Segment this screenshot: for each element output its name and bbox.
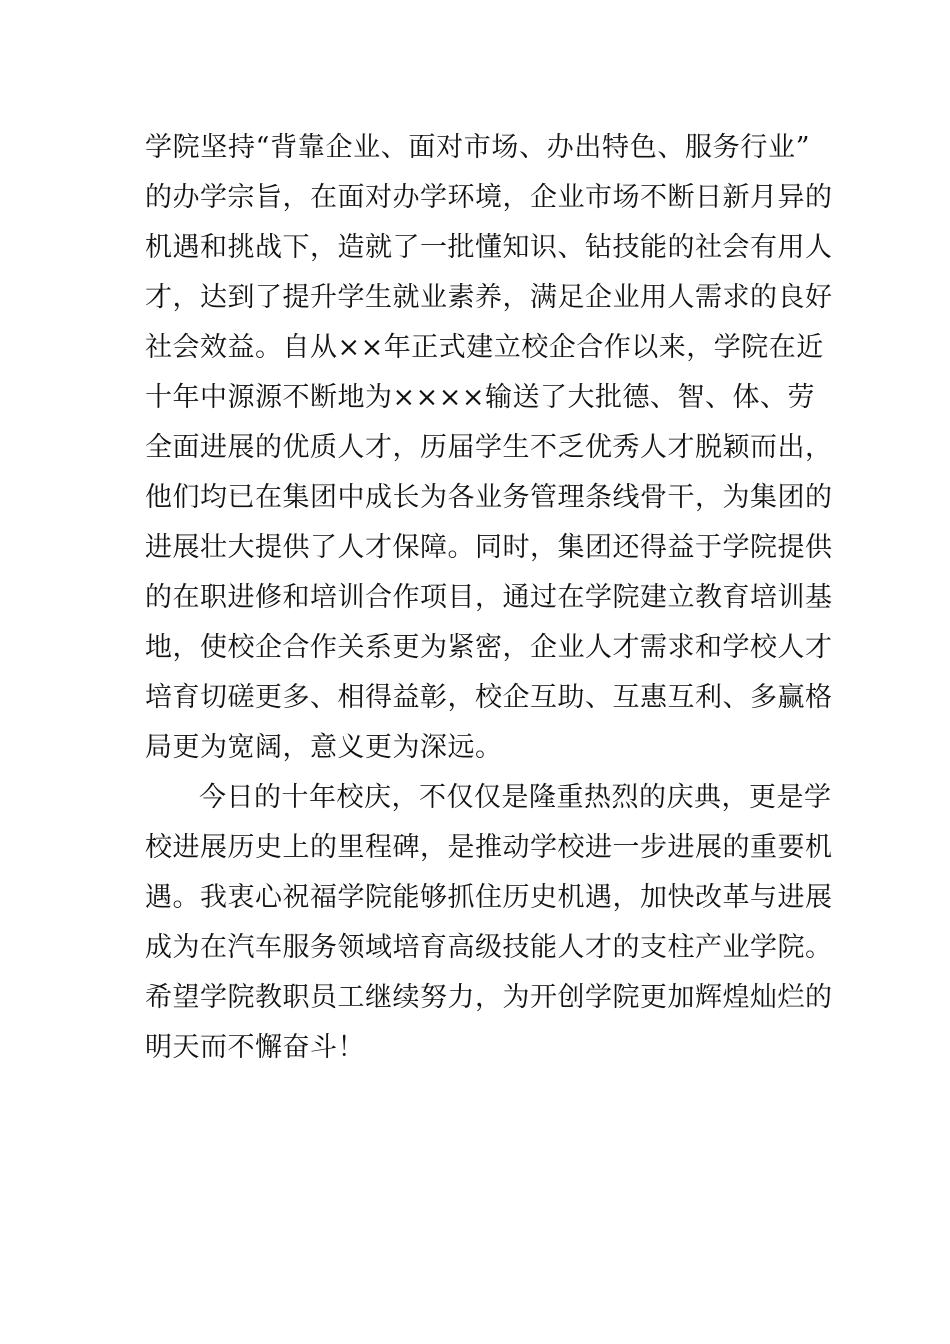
text-line: 才，达到了提升学生就业素养，满足企业用人需求的良好 <box>145 282 833 313</box>
text-line: 校进展历史上的里程碑，是推动学校进一步进展的重要机 <box>145 832 833 863</box>
text-line: 的办学宗旨，在面对办学环境，企业市场不断日新月异的 <box>145 182 833 213</box>
text-line: 进展壮大提供了人才保障。同时，集团还得益于学院提供 <box>145 532 833 563</box>
text-line: 学院坚持“背靠企业、面对市场、办出特色、服务行业” <box>145 132 810 163</box>
text-line: 全面进展的优质人才，历届学生不乏优秀人才脱颖而出， <box>145 432 833 463</box>
text-line: 希望学院教职员工继续努力，为开创学院更加辉煌灿烂的 <box>145 982 833 1013</box>
text-line: 遇。我衷心祝福学院能够抓住历史机遇，加快改革与进展 <box>145 882 833 913</box>
text-line: 成为在汽车服务领域培育高级技能人才的支柱产业学院。 <box>145 932 833 963</box>
text-line: 机遇和挑战下，造就了一批懂知识、钻技能的社会有用人 <box>145 232 833 263</box>
text-line: 培育切磋更多、相得益彰，校企互助、互惠互利、多赢格 <box>145 682 833 713</box>
text-line: 明天而不懈奋斗！ <box>145 1032 365 1063</box>
text-line: 社会效益。自从××年正式建立校企合作以来，学院在近 <box>145 332 824 363</box>
document-body <box>145 123 833 1073</box>
text-line: 局更为宽阔，意义更为深远。 <box>145 732 503 763</box>
text-line: 的在职进修和培训合作项目，通过在学院建立教育培训基 <box>145 582 833 613</box>
text-line: 今日的十年校庆，不仅仅是隆重热烈的庆典，更是学 <box>199 782 832 813</box>
text-line: 地，使校企合作关系更为紧密，企业人才需求和学校人才 <box>145 632 833 663</box>
text-line: 他们均已在集团中成长为各业务管理条线骨干，为集团的 <box>145 482 833 513</box>
text-line: 十年中源源不断地为××××输送了大批德、智、体、劳 <box>145 382 815 413</box>
